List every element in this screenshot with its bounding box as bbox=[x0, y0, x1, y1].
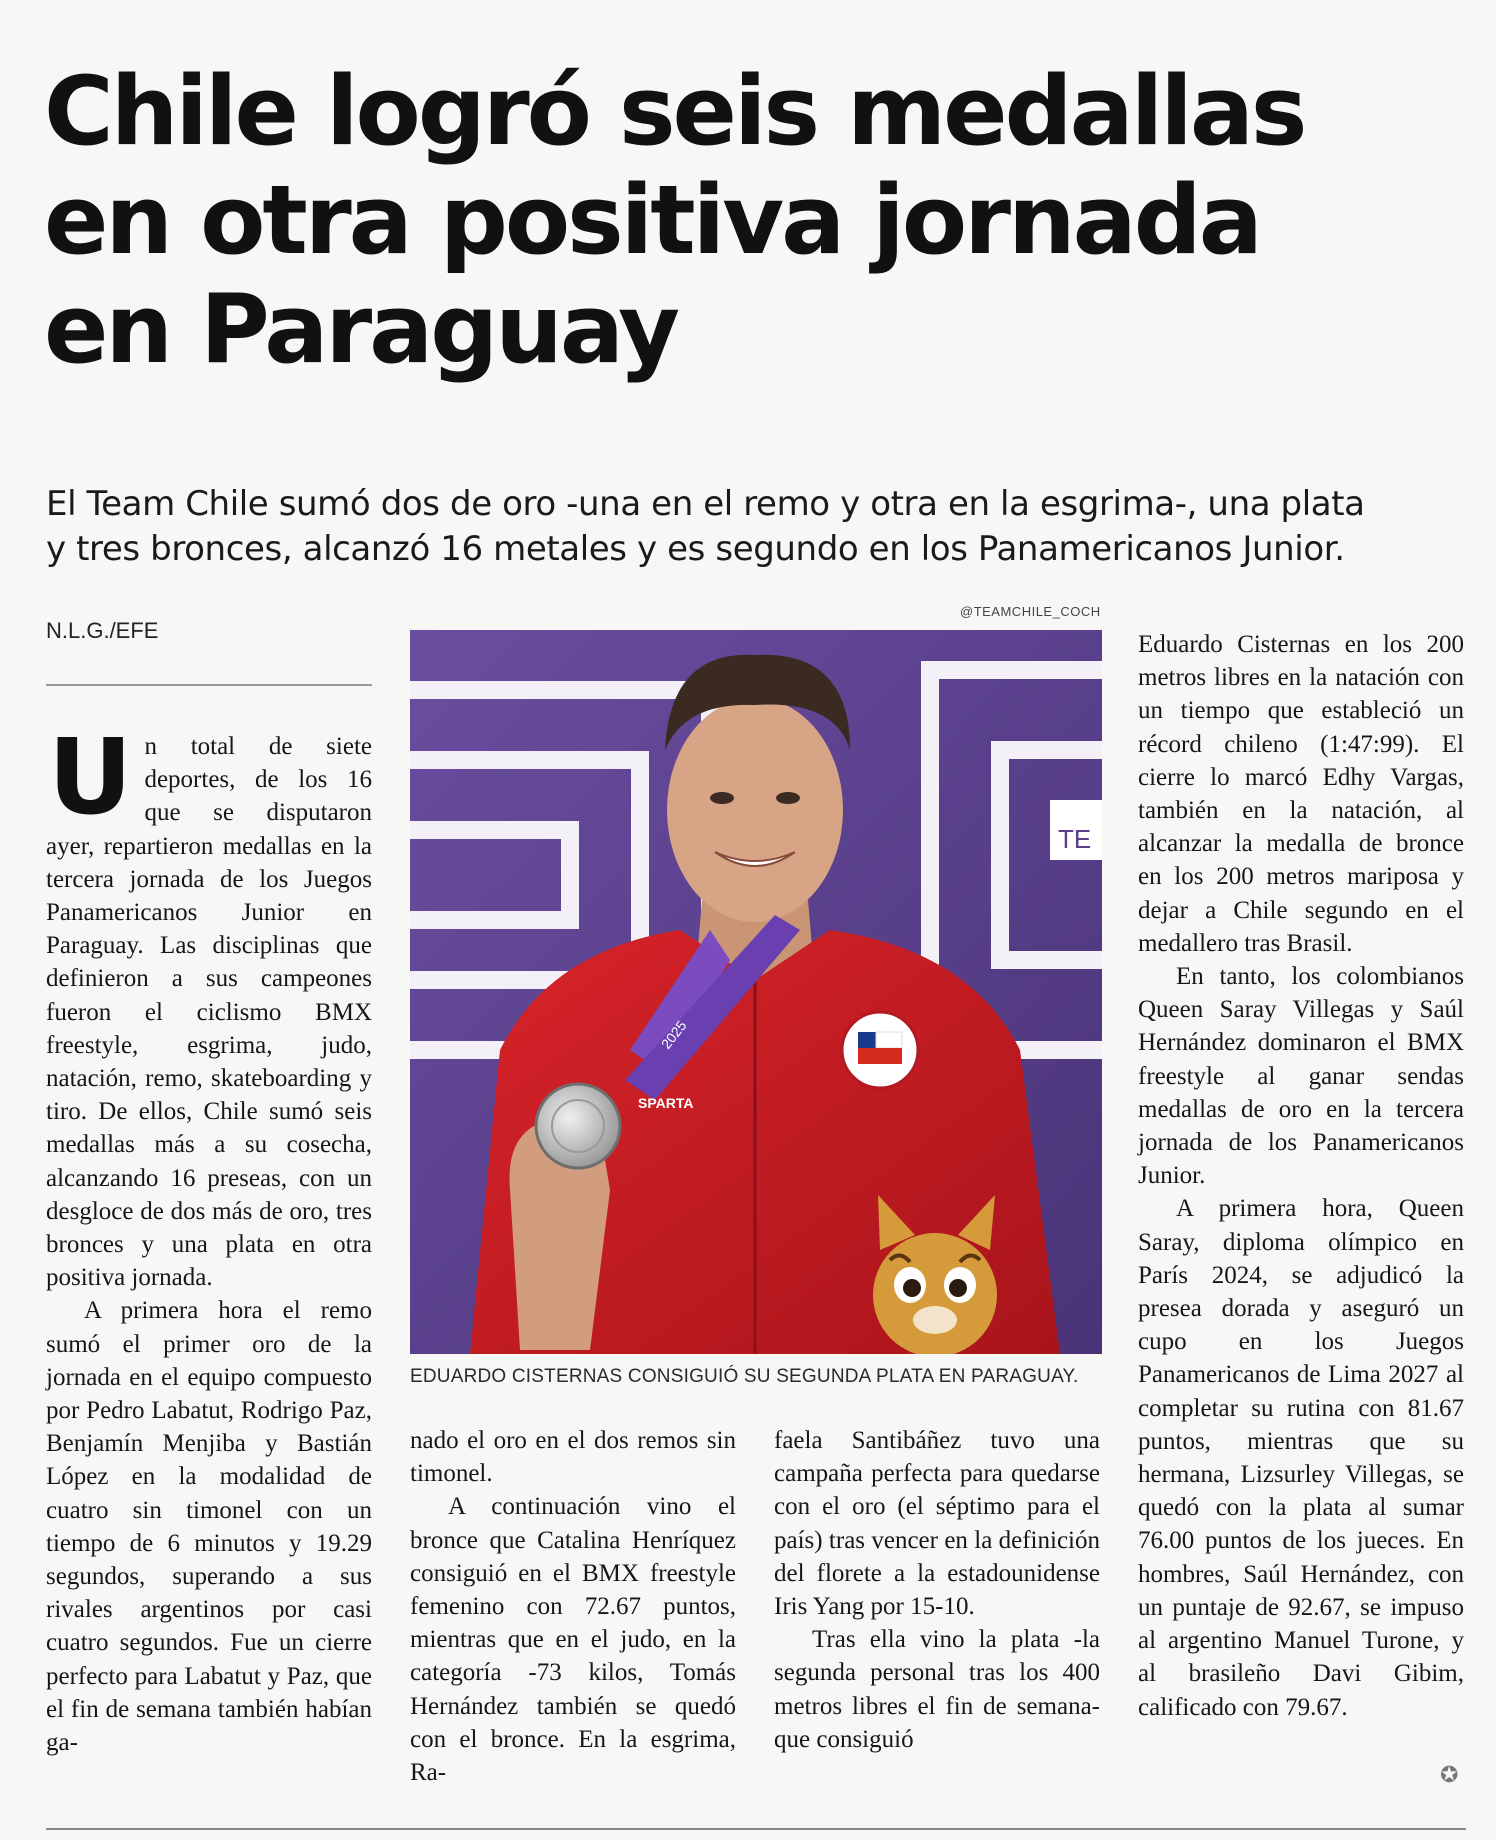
byline: N.L.G./EFE bbox=[46, 618, 159, 643]
paragraph-4-start: Tras ella vino la plata -la segunda personal tras los 400 metros libres el fin de semana- que consiguió bbox=[774, 1626, 1100, 1753]
lanyard-text: 2025 bbox=[657, 1017, 690, 1052]
photo-caption: EDUARDO CISTERNAS CONSIGUIÓ SU SEGUNDA PLATA EN PARAGUAY. bbox=[410, 1366, 1079, 1387]
jacket-brand: SPARTA bbox=[638, 1095, 694, 1111]
paragraph-1: n total de siete deportes, de los 16 que se disputaron ayer, repartieron medallas en la tercera jornada de los Juegos Panamericanos Junior en Paraguay. Las disciplinas que definieron a sus campeones fueron el ciclismo BMX freestyle, esgrima, judo, natación, remo, skateboarding y tiro. De ellos, Chile sumó seis medallas más a su cosecha, alcanzando 16 preseas, con un desgloce de dos más de oro, tres bronces y una plata en otra positiva jornada. bbox=[46, 733, 372, 1292]
subheadline-line-2: y tres bronces, alcanzó 16 metales y es segundo en los Panamericanos Junior. bbox=[46, 529, 1345, 569]
article-column-4 bbox=[1138, 628, 1464, 1724]
headline bbox=[44, 58, 1464, 385]
article-column-3 bbox=[774, 1424, 1100, 1756]
end-mark-icon: ✪ bbox=[1440, 1762, 1459, 1787]
paragraph-6: A primera hora, Queen Saray, diploma olímpico en París 2024, se adjudicó la presea dorada y aseguró un cupo en los Juegos Panamericanos de Lima 2027 al completar su rutina con 81.67 puntos, mientras que su hermana, Lizsurley Villegas, se quedó con la plata al sumar 76.00 puntos de los jueces. En hombres, Saúl Hernández, con un puntaje de 92.67, se impuso al argentino Manuel Turone, y al brasileño Davi Gibim, calificado con 79.67. bbox=[1138, 1195, 1464, 1721]
subheadline bbox=[46, 482, 1466, 572]
paragraph-2-end: nado el oro en el dos remos sin timonel. bbox=[410, 1427, 736, 1488]
paragraph-4-end: Eduardo Cisternas en los 200 metros libres en la natación con un tiempo que estableció un récord chileno (1:47:99). El cierre lo marcó Edhy Vargas, también en la natación, al alcanzar la medalla de bronce en los 200 metros mariposa y dejar a Chile segundo en el medallero tras Brasil. bbox=[1138, 631, 1464, 957]
paragraph-3-start: A continuación vino el bronce que Catalina Henríquez consiguió en el BMX freestyle femenino con 72.67 puntos, mientras que en el judo, en la categoría -73 kilos, Tomás Hernández también se quedó con el bronce. En la esgrima, Ra- bbox=[410, 1493, 736, 1787]
byline-divider bbox=[46, 684, 372, 686]
article-column-2 bbox=[410, 1424, 736, 1789]
headline-line-3: en Paraguay bbox=[44, 275, 678, 385]
athlete-photo-illustration bbox=[410, 630, 1102, 1354]
headline-line-2: en otra positiva jornada bbox=[44, 166, 1260, 276]
article-photo bbox=[410, 630, 1102, 1354]
bottom-divider bbox=[46, 1828, 1466, 1830]
paragraph-3-end: faela Santibáñez tuvo una campaña perfecta para quedarse con el oro (el séptimo para el país) tras vencer en la definición del florete a la estadounidense Iris Yang por 15-10. bbox=[774, 1427, 1100, 1621]
headline-line-1: Chile logró seis medallas bbox=[44, 57, 1305, 167]
paragraph-5: En tanto, los colombianos Queen Saray Villegas y Saúl Hernández dominaron el BMX freestyle al ganar sendas medallas de oro en la tercera jornada de los Panamericanos Junior. bbox=[1138, 963, 1464, 1190]
paragraph-2-start: A primera hora el remo sumó el primer oro de la jornada en el equipo compuesto por Pedro Labatut, Rodrigo Paz, Benjamín Menjiba y Bastián López en la modalidad de cuatro sin timonel con un tiempo de 6 minutos y 19.29 segundos, superando a sus rivales argentinos por casi cuatro segundos. Fue un cierre perfecto para Labatut y Paz, que el fin de semana también habían ga- bbox=[46, 1297, 372, 1757]
subheadline-line-1: El Team Chile sumó dos de oro -una en el remo y otra en la esgrima-, una plata bbox=[46, 484, 1365, 524]
silver-medal bbox=[536, 1084, 620, 1168]
photo-credit: @TEAMCHILE_COCH bbox=[960, 604, 1101, 619]
wall-text: TE bbox=[1058, 824, 1092, 854]
article-column-1 bbox=[46, 716, 372, 1759]
drop-cap: U bbox=[48, 716, 133, 838]
